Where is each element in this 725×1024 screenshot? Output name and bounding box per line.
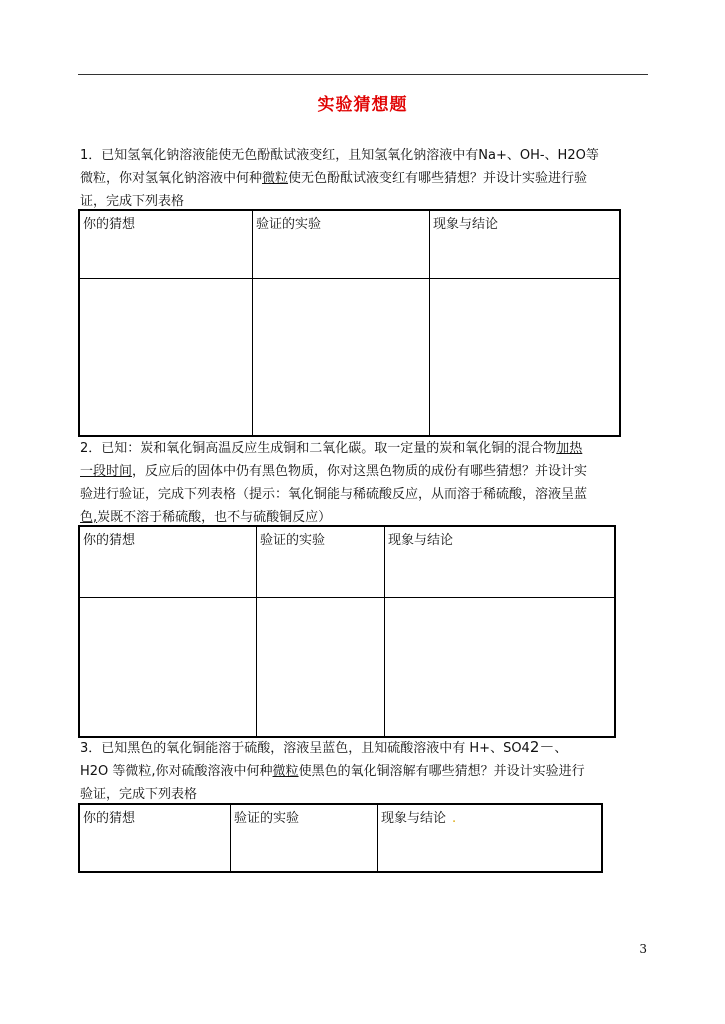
q2-underlined-time: 一段时间 [80,464,133,479]
q1-line-2b: 使无色酚酞试液变红有哪些猜想？并设计实验进行验 [288,171,588,186]
q3-line-1: 3．已知黑色的氧化铜能溶于硫酸，溶液呈蓝色，且知硫酸溶液中有 H+、SO4 [80,741,530,756]
q3-sulfate-charge: 2－ [529,738,555,756]
page-title: 实验猜想题 [317,95,408,115]
table-1-cell-experiment[interactable] [253,278,430,436]
q2-underlined-color: 色, [80,510,98,525]
table-3-header-experiment: 验证的实验 [231,804,378,872]
table-1 [78,209,621,437]
table-1-cell-guess[interactable] [79,278,253,436]
table-2-cell-result[interactable] [385,597,616,737]
q1-line-1: 1．已知氢氧化钠溶液能使无色酚酞试液变红，且知氢氧化钠溶液中有Na+、OH-、H2O等 [80,148,599,163]
q3-underlined-particle: 微粒 [272,764,299,779]
table-1-header-result: 现象与结论 [430,210,621,278]
table-3-header-result-cell [378,804,603,872]
q2-line-2: ，反应后的固体中仍有黑色物质，你对这黑色物质的成份有哪些猜想？并设计实 [132,464,588,479]
q2-underlined-heat: 加热 [556,441,583,456]
q3-line-2a: H2O 等微粒,你对硫酸溶液中何种 [80,764,273,779]
question-1 [80,144,648,213]
question-3 [80,736,648,806]
q3-line-2b: 使黑色的氧化铜溶解有哪些猜想？并设计实验进行 [298,764,585,779]
table-1-header-guess: 你的猜想 [79,210,253,278]
table-2-header-experiment: 验证的实验 [257,526,385,597]
table-2-cell-experiment[interactable] [257,597,385,737]
table-2 [78,525,616,738]
q3-line-3: 验证，完成下列表格 [80,787,198,802]
table-3-header-guess: 你的猜想 [79,804,231,872]
q3-line-1-end: 、 [554,741,568,756]
question-2 [80,437,648,529]
q1-underlined-particle: 微粒 [262,171,289,186]
page-number: 3 [639,942,647,956]
table-1-cell-result[interactable] [430,278,621,436]
q1-line-2a: 微粒，你对氢氧化钠溶液中何种 [80,171,263,186]
q2-line-1: 2．已知：炭和氧化铜高温反应生成铜和二氧化碳。取一定量的炭和氧化铜的混合物 [80,441,557,456]
table-3 [78,803,603,873]
header-rule [78,74,648,75]
q2-line-3: 验进行验证，完成下列表格（提示：氧化铜能与稀硫酸反应，从而溶于稀硫酸，溶液呈蓝 [80,487,588,502]
table-2-cell-guess[interactable] [79,597,257,737]
q2-line-4: 炭既不溶于稀硫酸，也不与硫酸铜反应） [97,510,332,525]
table-2-header-result: 现象与结论 [385,526,616,597]
q1-line-3: 证，完成下列表格 [80,194,185,209]
table-2-header-guess: 你的猜想 [79,526,257,597]
table-1-header-experiment: 验证的实验 [253,210,430,278]
table-3-header-result: 现象与结论 [381,811,447,826]
stray-mark: . [452,811,457,826]
